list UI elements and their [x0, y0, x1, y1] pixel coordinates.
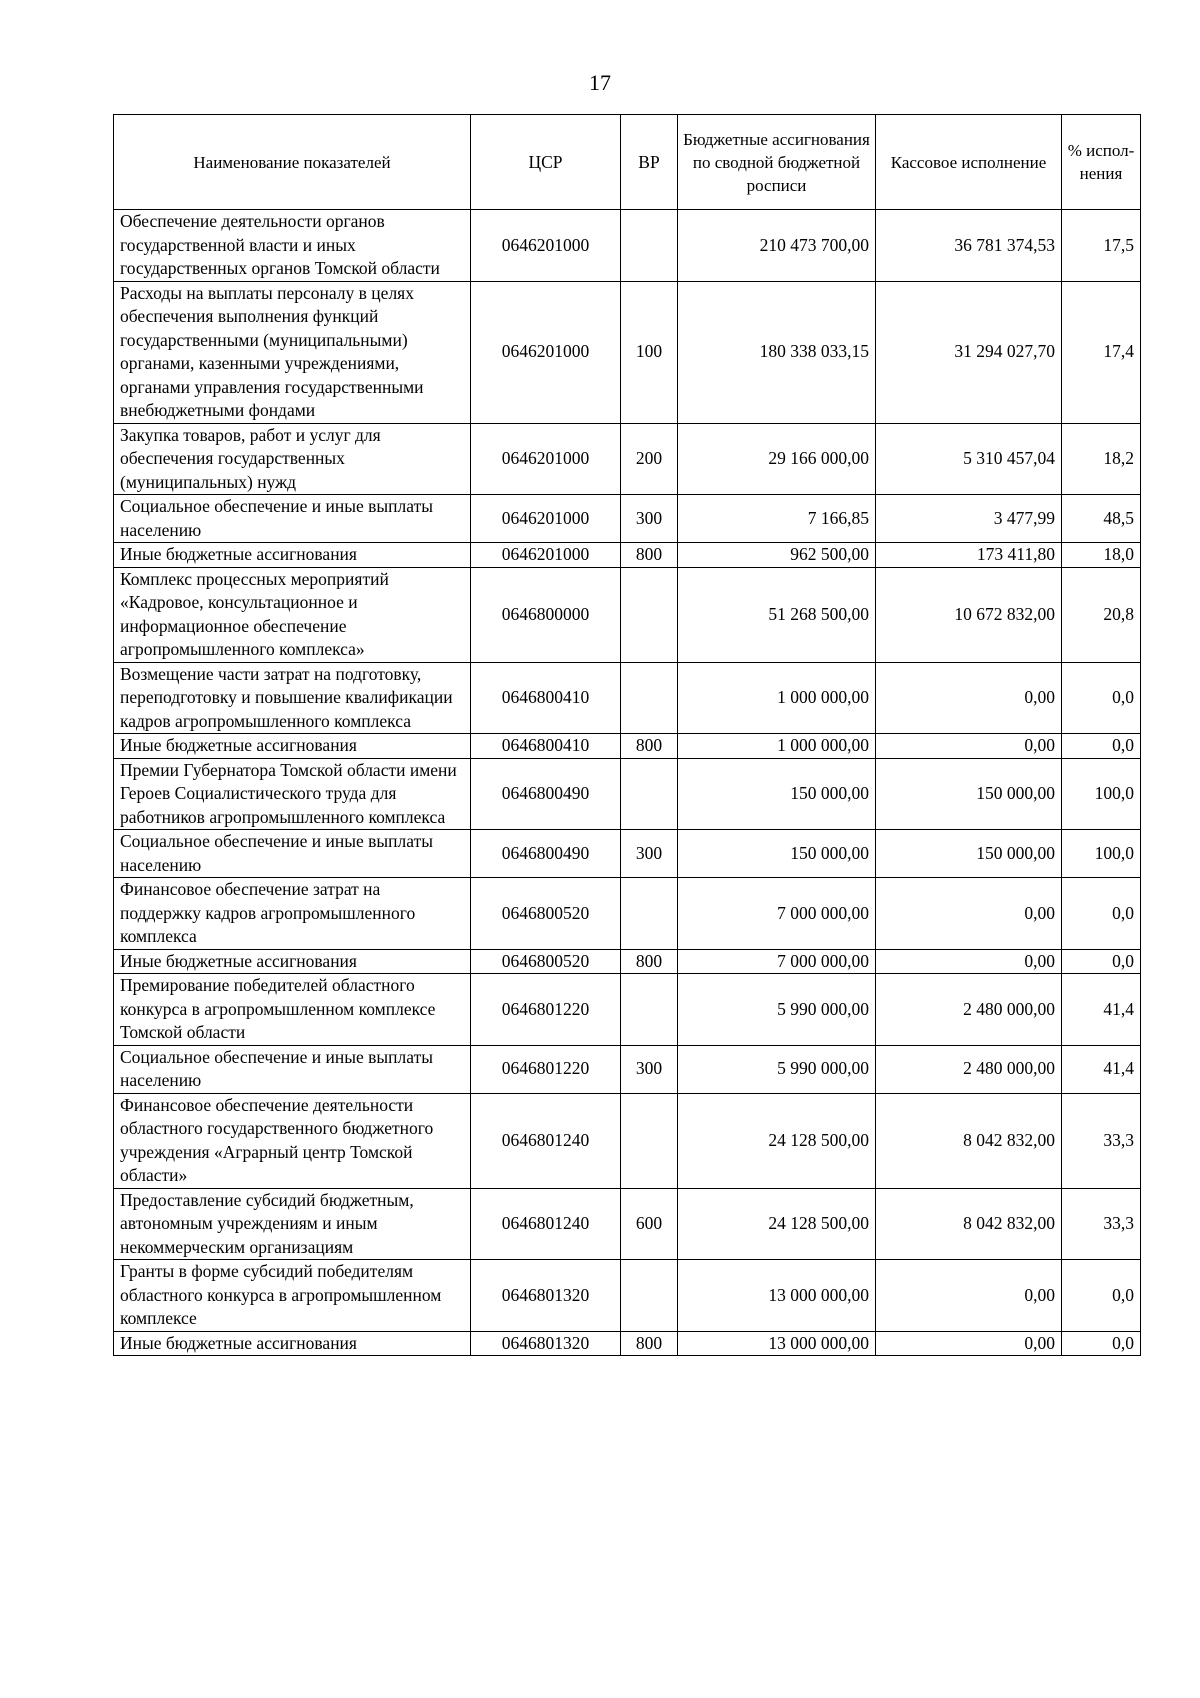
table-row: [114, 281, 1141, 423]
cell-vr: [621, 210, 678, 282]
cell-percent: 0,0: [1062, 1260, 1141, 1332]
cell-cash: 0,00: [876, 1260, 1062, 1332]
header-name: Наименование показателей: [114, 115, 471, 210]
cell-percent: 41,4: [1062, 1045, 1141, 1093]
cell-budget: 1 000 000,00: [678, 662, 876, 734]
cell-percent: 33,3: [1062, 1188, 1141, 1260]
cell-budget: 13 000 000,00: [678, 1331, 876, 1356]
cell-csr: 0646801320: [471, 1331, 621, 1356]
cell-csr: 0646801320: [471, 1260, 621, 1332]
table-row: [114, 423, 1141, 495]
cell-vr: 300: [621, 1045, 678, 1093]
cell-name: Комплекс процессных мероприятий «Кадровое, консультационное и информационное обеспечение агропромышленного комплекса»: [114, 567, 471, 662]
cell-csr: 0646201000: [471, 495, 621, 543]
header-vr: ВР: [621, 115, 678, 210]
cell-budget: 7 000 000,00: [678, 878, 876, 950]
cell-percent: 0,0: [1062, 878, 1141, 950]
cell-vr: 300: [621, 830, 678, 878]
cell-budget: 29 166 000,00: [678, 423, 876, 495]
table-row: [114, 1045, 1141, 1093]
table-body: [114, 210, 1141, 1356]
cell-csr: 0646800410: [471, 662, 621, 734]
cell-vr: [621, 662, 678, 734]
cell-csr: 0646800490: [471, 758, 621, 830]
cell-csr: 0646801240: [471, 1093, 621, 1188]
cell-percent: 48,5: [1062, 495, 1141, 543]
cell-budget: 51 268 500,00: [678, 567, 876, 662]
cell-csr: 0646201000: [471, 281, 621, 423]
cell-cash: 8 042 832,00: [876, 1093, 1062, 1188]
cell-csr: 0646800490: [471, 830, 621, 878]
table-row: [114, 734, 1141, 759]
cell-vr: 600: [621, 1188, 678, 1260]
cell-name: Иные бюджетные ассигнования: [114, 1331, 471, 1356]
cell-name: Финансовое обеспечение затрат на поддержку кадров агропромышленного комплекса: [114, 878, 471, 950]
cell-budget: 5 990 000,00: [678, 974, 876, 1046]
cell-percent: 0,0: [1062, 1331, 1141, 1356]
cell-csr: 0646800520: [471, 949, 621, 974]
cell-name: Социальное обеспечение и иные выплаты населению: [114, 1045, 471, 1093]
cell-name: Обеспечение деятельности органов государственной власти и иных государственных органов Томской области: [114, 210, 471, 282]
cell-cash: 2 480 000,00: [876, 1045, 1062, 1093]
table-row: [114, 974, 1141, 1046]
cell-name: Финансовое обеспечение деятельности областного государственного бюджетного учреждения «Аграрный центр Томской области»: [114, 1093, 471, 1188]
cell-vr: [621, 1260, 678, 1332]
cell-percent: 41,4: [1062, 974, 1141, 1046]
table-row: [114, 662, 1141, 734]
cell-percent: 20,8: [1062, 567, 1141, 662]
table-row: [114, 567, 1141, 662]
cell-percent: 100,0: [1062, 830, 1141, 878]
table-row: [114, 878, 1141, 950]
table-row: [114, 543, 1141, 568]
cell-csr: 0646801240: [471, 1188, 621, 1260]
cell-name: Расходы на выплаты персоналу в целях обеспечения выполнения функций государственными (муниципальными) органами, казенными учреждениями, органами управления государственными внебюджетными фондами: [114, 281, 471, 423]
table-row: [114, 758, 1141, 830]
cell-name: Премии Губернатора Томской области имени Героев Социалистического труда для работников агропромышленного комплекса: [114, 758, 471, 830]
cell-cash: 0,00: [876, 662, 1062, 734]
budget-execution-table: [113, 114, 1141, 1356]
cell-cash: 2 480 000,00: [876, 974, 1062, 1046]
cell-budget: 5 990 000,00: [678, 1045, 876, 1093]
cell-vr: 800: [621, 543, 678, 568]
table-row: [114, 1331, 1141, 1356]
cell-name: Социальное обеспечение и иные выплаты населению: [114, 830, 471, 878]
cell-csr: 0646800520: [471, 878, 621, 950]
cell-cash: 0,00: [876, 1331, 1062, 1356]
cell-csr: 0646201000: [471, 210, 621, 282]
table-row: [114, 830, 1141, 878]
cell-vr: 200: [621, 423, 678, 495]
cell-percent: 100,0: [1062, 758, 1141, 830]
cell-csr: 0646801220: [471, 1045, 621, 1093]
cell-percent: 17,4: [1062, 281, 1141, 423]
cell-cash: 150 000,00: [876, 830, 1062, 878]
cell-budget: 7 166,85: [678, 495, 876, 543]
cell-cash: 31 294 027,70: [876, 281, 1062, 423]
cell-percent: 0,0: [1062, 949, 1141, 974]
table-row: [114, 1093, 1141, 1188]
cell-name: Гранты в форме субсидий победителям областного конкурса в агропромышленном комплексе: [114, 1260, 471, 1332]
cell-percent: 17,5: [1062, 210, 1141, 282]
header-csr: ЦСР: [471, 115, 621, 210]
cell-vr: 300: [621, 495, 678, 543]
cell-cash: 8 042 832,00: [876, 1188, 1062, 1260]
cell-budget: 7 000 000,00: [678, 949, 876, 974]
cell-csr: 0646201000: [471, 543, 621, 568]
cell-vr: [621, 878, 678, 950]
cell-name: Премирование победителей областного конкурса в агропромышленном комплексе Томской области: [114, 974, 471, 1046]
cell-budget: 24 128 500,00: [678, 1188, 876, 1260]
cell-vr: [621, 758, 678, 830]
cell-percent: 33,3: [1062, 1093, 1141, 1188]
cell-cash: 5 310 457,04: [876, 423, 1062, 495]
cell-cash: 0,00: [876, 949, 1062, 974]
header-cash: Кассовое исполнение: [876, 115, 1062, 210]
cell-name: Иные бюджетные ассигнования: [114, 543, 471, 568]
cell-vr: [621, 1093, 678, 1188]
cell-name: Социальное обеспечение и иные выплаты населению: [114, 495, 471, 543]
header-percent: % испол-нения: [1062, 115, 1141, 210]
cell-vr: 800: [621, 949, 678, 974]
page-number: 17: [589, 70, 611, 95]
cell-csr: 0646801220: [471, 974, 621, 1046]
cell-cash: 3 477,99: [876, 495, 1062, 543]
cell-name: Иные бюджетные ассигнования: [114, 734, 471, 759]
cell-budget: 24 128 500,00: [678, 1093, 876, 1188]
cell-budget: 962 500,00: [678, 543, 876, 568]
cell-vr: 100: [621, 281, 678, 423]
cell-budget: 180 338 033,15: [678, 281, 876, 423]
table-row: [114, 1188, 1141, 1260]
table-row: [114, 949, 1141, 974]
table-header-row: [114, 115, 1141, 210]
cell-cash: 36 781 374,53: [876, 210, 1062, 282]
cell-vr: [621, 567, 678, 662]
cell-budget: 150 000,00: [678, 758, 876, 830]
cell-budget: 150 000,00: [678, 830, 876, 878]
cell-vr: 800: [621, 734, 678, 759]
cell-vr: [621, 974, 678, 1046]
cell-name: Возмещение части затрат на подготовку, переподготовку и повышение квалификации кадров агропромышленного комплекса: [114, 662, 471, 734]
cell-name: Предоставление субсидий бюджетным, автономным учреждениям и иным некоммерческим организациям: [114, 1188, 471, 1260]
cell-budget: 210 473 700,00: [678, 210, 876, 282]
cell-percent: 0,0: [1062, 662, 1141, 734]
header-budget: Бюджетные ассигнования по сводной бюджетной росписи: [678, 115, 876, 210]
cell-cash: 150 000,00: [876, 758, 1062, 830]
cell-percent: 0,0: [1062, 734, 1141, 759]
cell-csr: 0646800000: [471, 567, 621, 662]
cell-vr: 800: [621, 1331, 678, 1356]
cell-name: Иные бюджетные ассигнования: [114, 949, 471, 974]
cell-budget: 1 000 000,00: [678, 734, 876, 759]
cell-csr: 0646800410: [471, 734, 621, 759]
cell-name: Закупка товаров, работ и услуг для обеспечения государственных (муниципальных) нужд: [114, 423, 471, 495]
cell-budget: 13 000 000,00: [678, 1260, 876, 1332]
cell-cash: 10 672 832,00: [876, 567, 1062, 662]
cell-cash: 173 411,80: [876, 543, 1062, 568]
cell-percent: 18,2: [1062, 423, 1141, 495]
table-row: [114, 210, 1141, 282]
cell-cash: 0,00: [876, 734, 1062, 759]
table-row: [114, 1260, 1141, 1332]
cell-percent: 18,0: [1062, 543, 1141, 568]
cell-csr: 0646201000: [471, 423, 621, 495]
cell-cash: 0,00: [876, 878, 1062, 950]
table-row: [114, 495, 1141, 543]
